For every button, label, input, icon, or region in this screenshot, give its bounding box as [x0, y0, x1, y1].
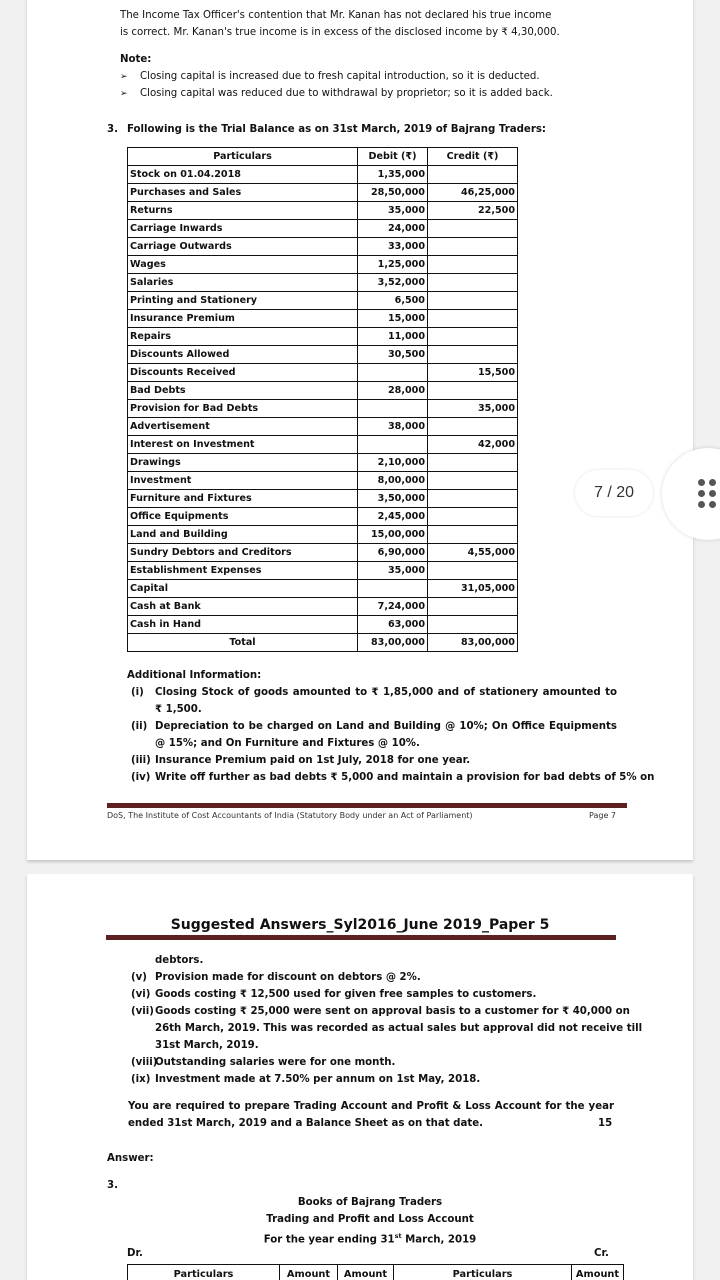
total-debit: 83,00,000	[358, 634, 428, 652]
table-header-row	[128, 148, 518, 166]
cell-particulars: Discounts Received	[128, 364, 358, 382]
note-item-2	[120, 85, 553, 103]
list-item-line	[131, 1037, 617, 1054]
period-suffix: March, 2019	[401, 1234, 477, 1246]
list-item-text: Write off further as bad debts ₹ 5,000 and maintain a provision for bad debts of 5% on	[155, 772, 655, 783]
column-header-particulars: Particulars	[128, 148, 358, 166]
cell-debit: 6,90,000	[358, 544, 428, 562]
cell-particulars: Furniture and Fixtures	[128, 490, 358, 508]
table-row	[128, 436, 518, 454]
list-item-line	[131, 969, 617, 986]
cell-particulars: Returns	[128, 202, 358, 220]
list-item-number: (v)	[131, 972, 147, 983]
cell-debit: 3,52,000	[358, 274, 428, 292]
question-text: Following is the Trial Balance as on 31st March, 2019 of Bajrang Traders:	[127, 124, 546, 135]
cell-debit	[358, 400, 428, 418]
cell-debit	[358, 580, 428, 598]
arrow-bullet-icon: ➢	[120, 89, 128, 99]
additional-info-list	[131, 684, 655, 786]
cell-particulars: Discounts Allowed	[128, 346, 358, 364]
cell-debit: 2,10,000	[358, 454, 428, 472]
table-row	[128, 382, 518, 400]
cell-particulars: Establishment Expenses	[128, 562, 358, 580]
cr-label: Cr.	[594, 1248, 609, 1259]
cell-particulars: Insurance Premium	[128, 310, 358, 328]
trading-account-table	[127, 1264, 624, 1280]
list-item-number: (iv)	[131, 772, 151, 783]
table-row	[128, 328, 518, 346]
list-item-text: ₹ 1,500.	[155, 704, 202, 715]
table-row	[128, 202, 518, 220]
cell-debit: 28,50,000	[358, 184, 428, 202]
list-item-number: (vi)	[131, 989, 151, 1000]
list-item-text: Goods costing ₹ 12,500 used for given free samples to customers.	[155, 989, 537, 1000]
list-item-number: (ix)	[131, 1074, 151, 1085]
cell-particulars: Printing and Stationery	[128, 292, 358, 310]
cell-debit	[358, 436, 428, 454]
cell-credit	[428, 526, 518, 544]
list-item-line	[131, 752, 617, 769]
table-row	[128, 292, 518, 310]
cell-debit: 35,000	[358, 202, 428, 220]
table-row	[128, 418, 518, 436]
table-row	[128, 238, 518, 256]
cell-debit: 7,24,000	[358, 598, 428, 616]
list-item-text: Depreciation to be charged on Land and Building @ 10%; On Office Equipments	[155, 721, 617, 732]
cell-credit	[428, 616, 518, 634]
cell-credit: 15,500	[428, 364, 518, 382]
table-row	[128, 346, 518, 364]
cell-credit	[428, 472, 518, 490]
intro-line-1: The Income Tax Officer's contention that Mr. Kanan has not declared his true income	[120, 10, 552, 21]
column-header-particulars-dr: Particulars	[128, 1265, 280, 1280]
cell-credit: 42,000	[428, 436, 518, 454]
total-row	[128, 634, 518, 652]
footer-institute: DoS, The Institute of Cost Accountants of India (Statutory Body under an Act of Parliament)	[107, 811, 473, 820]
cell-debit: 30,500	[358, 346, 428, 364]
footer-page-number: Page 7	[589, 811, 616, 820]
cell-debit	[358, 364, 428, 382]
cell-particulars: Cash in Hand	[128, 616, 358, 634]
cell-debit: 3,50,000	[358, 490, 428, 508]
table-row	[128, 274, 518, 292]
list-item-line	[131, 1003, 630, 1020]
cell-credit	[428, 166, 518, 184]
list-item-number: (ii)	[131, 721, 148, 732]
additional-info-list-continued	[131, 969, 643, 1088]
cell-credit: 31,05,000	[428, 580, 518, 598]
list-item-line	[131, 684, 617, 701]
list-item-text: 31st March, 2019.	[155, 1040, 259, 1051]
cell-debit: 11,000	[358, 328, 428, 346]
total-label: Total	[128, 634, 358, 652]
cell-debit: 1,25,000	[358, 256, 428, 274]
table-row	[128, 166, 518, 184]
cell-credit: 35,000	[428, 400, 518, 418]
document-page-8	[27, 874, 693, 1280]
cell-debit: 33,000	[358, 238, 428, 256]
cell-credit	[428, 328, 518, 346]
table-row	[128, 472, 518, 490]
additional-info-heading: Additional Information:	[127, 670, 262, 681]
column-header-amount-2: Amount	[338, 1265, 394, 1280]
cell-credit	[428, 256, 518, 274]
continued-word: debtors.	[155, 955, 204, 966]
cell-debit: 2,45,000	[358, 508, 428, 526]
note-item-1	[120, 68, 540, 86]
cell-particulars: Repairs	[128, 328, 358, 346]
period-sup: st	[394, 1232, 402, 1240]
cell-credit	[428, 310, 518, 328]
column-header-amount-1: Amount	[280, 1265, 338, 1280]
list-item-line	[131, 718, 617, 735]
requirement-line-1: You are required to prepare Trading Account and Profit & Loss Account for the year	[128, 1101, 614, 1112]
cell-debit: 35,000	[358, 562, 428, 580]
cell-credit	[428, 346, 518, 364]
cell-credit	[428, 418, 518, 436]
note-heading: Note:	[120, 54, 152, 65]
cell-particulars: Interest on Investment	[128, 436, 358, 454]
table-header-row	[128, 1265, 624, 1280]
cell-debit: 24,000	[358, 220, 428, 238]
cell-debit: 6,500	[358, 292, 428, 310]
answer-number: 3.	[107, 1180, 118, 1191]
list-item-line	[131, 735, 617, 752]
cell-particulars: Drawings	[128, 454, 358, 472]
list-item-text: Outstanding salaries were for one month.	[155, 1057, 396, 1068]
cell-credit	[428, 490, 518, 508]
cell-credit	[428, 274, 518, 292]
cell-credit	[428, 454, 518, 472]
period-prefix: For the year ending 31	[263, 1234, 395, 1246]
list-item-text: Closing Stock of goods amounted to ₹ 1,85,000 and of stationery amounted to	[155, 687, 617, 698]
arrow-bullet-icon: ➢	[120, 72, 128, 82]
requirement-line-2: ended 31st March, 2019 and a Balance Sheet as on that date.	[128, 1118, 483, 1129]
cell-credit	[428, 598, 518, 616]
cell-debit: 8,00,000	[358, 472, 428, 490]
cell-particulars: Investment	[128, 472, 358, 490]
table-row	[128, 220, 518, 238]
cell-particulars: Cash at Bank	[128, 598, 358, 616]
list-item-number: (iii)	[131, 755, 151, 766]
question-number: 3.	[107, 124, 118, 135]
list-item-text: Goods costing ₹ 25,000 were sent on approval basis to a customer for ₹ 40,000 on	[155, 1006, 630, 1017]
table-row	[128, 508, 518, 526]
cell-particulars: Bad Debts	[128, 382, 358, 400]
dr-label: Dr.	[127, 1248, 143, 1259]
account-title: Trading and Profit and Loss Account	[266, 1214, 474, 1225]
cell-particulars: Sundry Debtors and Creditors	[128, 544, 358, 562]
cell-debit: 38,000	[358, 418, 428, 436]
list-item-line	[131, 701, 617, 718]
cell-debit: 28,000	[358, 382, 428, 400]
list-item-number: (vii)	[131, 1006, 154, 1017]
column-header-debit: Debit (₹)	[358, 148, 428, 166]
list-item-line	[131, 1054, 617, 1071]
cell-credit: 4,55,000	[428, 544, 518, 562]
cell-credit	[428, 292, 518, 310]
header-rule	[106, 935, 616, 940]
table-row	[128, 490, 518, 508]
cell-particulars: Salaries	[128, 274, 358, 292]
marks: 15	[598, 1118, 613, 1129]
list-item-line	[131, 1071, 617, 1088]
intro-line-2: is correct. Mr. Kanan's true income is in excess of the disclosed income by ₹ 4,30,000.	[120, 27, 560, 38]
cell-particulars: Purchases and Sales	[128, 184, 358, 202]
cell-particulars: Provision for Bad Debts	[128, 400, 358, 418]
cell-particulars: Stock on 01.04.2018	[128, 166, 358, 184]
column-header-amount-cr: Amount	[572, 1265, 624, 1280]
table-row	[128, 184, 518, 202]
page-indicator: 7 / 20	[575, 470, 653, 516]
list-item-number: (i)	[131, 687, 144, 698]
document-page-7	[27, 0, 693, 860]
list-item-text: Investment made at 7.50% per annum on 1st May, 2018.	[155, 1074, 481, 1085]
list-item-line	[131, 986, 617, 1003]
cell-particulars: Wages	[128, 256, 358, 274]
list-item-line	[131, 1020, 643, 1037]
table-row	[128, 580, 518, 598]
list-item-line	[131, 769, 655, 786]
question-heading	[107, 121, 546, 138]
cell-credit	[428, 562, 518, 580]
table-row	[128, 526, 518, 544]
cell-credit	[428, 508, 518, 526]
table-row	[128, 562, 518, 580]
list-item-text: 26th March, 2019. This was recorded as actual sales but approval did not receive till	[155, 1023, 643, 1034]
table-row	[128, 544, 518, 562]
cell-debit: 15,000	[358, 310, 428, 328]
total-credit: 83,00,000	[428, 634, 518, 652]
answer-label: Answer:	[107, 1153, 154, 1164]
table-row	[128, 454, 518, 472]
trial-balance-table	[127, 147, 518, 652]
column-header-particulars-cr: Particulars	[394, 1265, 572, 1280]
cell-particulars: Advertisement	[128, 418, 358, 436]
cell-particulars: Land and Building	[128, 526, 358, 544]
table-row	[128, 598, 518, 616]
cell-debit: 15,00,000	[358, 526, 428, 544]
footer-rule	[107, 803, 627, 808]
table-row	[128, 364, 518, 382]
cell-credit	[428, 220, 518, 238]
cell-particulars: Capital	[128, 580, 358, 598]
table-row	[128, 400, 518, 418]
table-row	[128, 256, 518, 274]
table-row	[128, 616, 518, 634]
cell-credit	[428, 382, 518, 400]
note-text: Closing capital was reduced due to withdrawal by proprietor; so it is added back.	[140, 88, 553, 99]
list-item-text: @ 15%; and On Furniture and Fixtures @ 10%.	[155, 738, 420, 749]
books-title: Books of Bajrang Traders	[297, 1197, 443, 1208]
cell-credit: 22,500	[428, 202, 518, 220]
cell-debit: 63,000	[358, 616, 428, 634]
cell-credit	[428, 238, 518, 256]
cell-particulars: Carriage Outwards	[128, 238, 358, 256]
grid-dots-icon	[698, 479, 718, 509]
list-item-text: Insurance Premium paid on 1st July, 2018 for one year.	[155, 755, 471, 766]
cell-particulars: Carriage Inwards	[128, 220, 358, 238]
column-header-credit: Credit (₹)	[428, 148, 518, 166]
cell-credit: 46,25,000	[428, 184, 518, 202]
cell-debit: 1,35,000	[358, 166, 428, 184]
note-text: Closing capital is increased due to fresh capital introduction, so it is deducted.	[140, 71, 540, 82]
list-item-text: Provision made for discount on debtors @ 2%.	[155, 972, 421, 983]
cell-particulars: Office Equipments	[128, 508, 358, 526]
list-item-number: (viii)	[131, 1057, 158, 1068]
running-header-title: Suggested Answers_Syl2016_June 2019_Paper 5	[170, 917, 550, 933]
table-row	[128, 310, 518, 328]
